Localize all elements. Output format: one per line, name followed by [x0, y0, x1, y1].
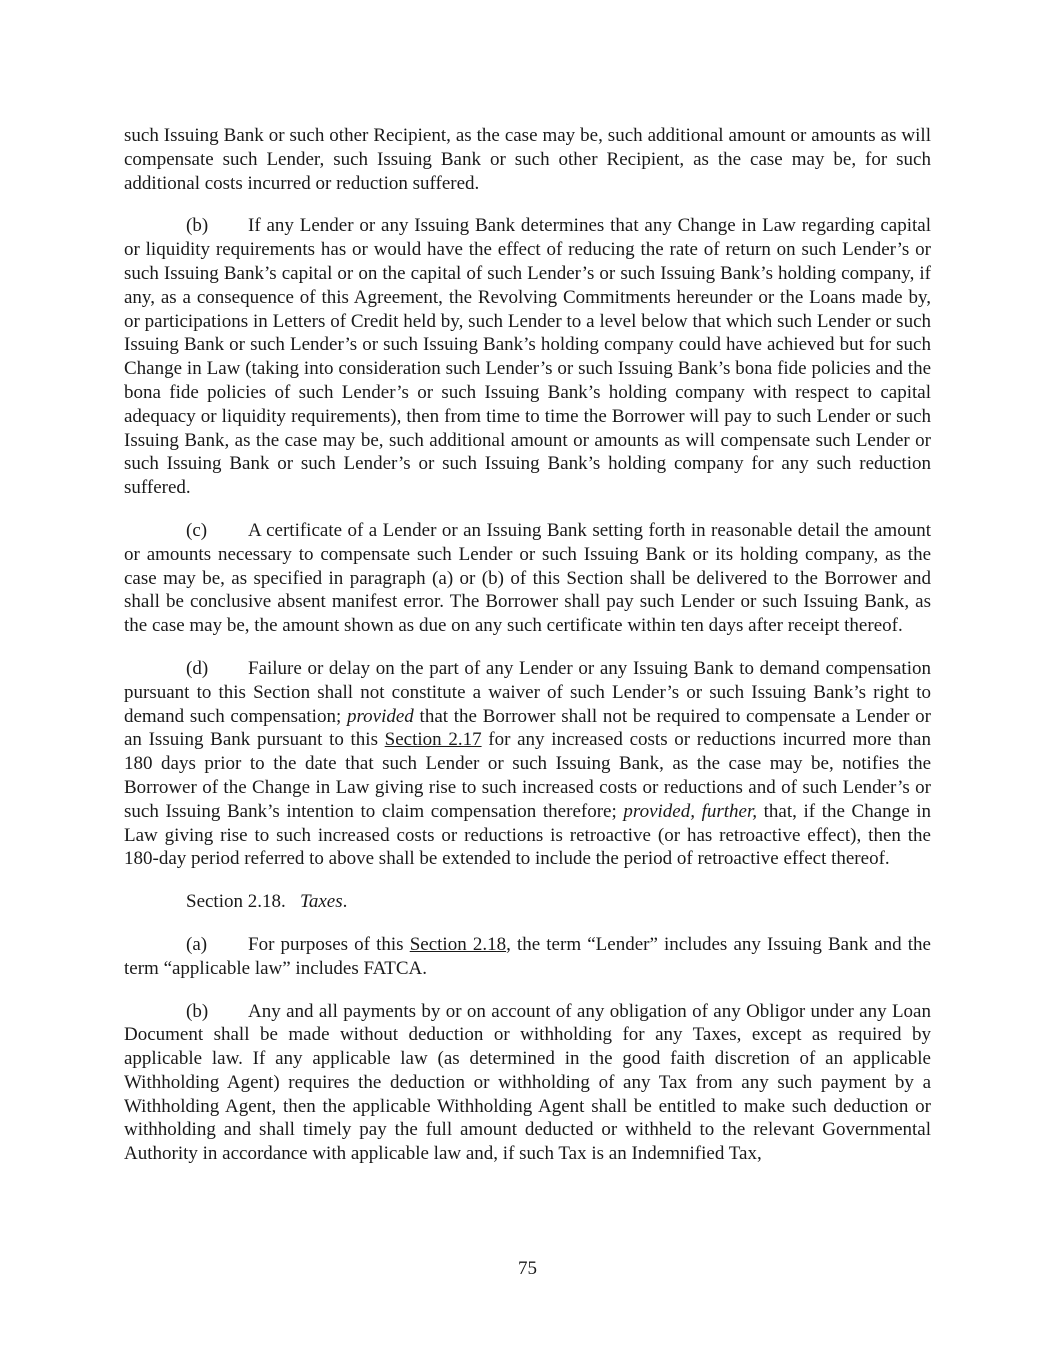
- paragraph-text: Failure or delay on the part of any Lender or any Issuing Bank to demand compensation pursuant to this Section shall not constitute a waiver of such Lender’s or such Issuing Bank’s right to demand such compensation;: [124, 657, 931, 727]
- section-reference: Section 2.18: [409, 933, 507, 955]
- paragraph-number: (b): [186, 215, 209, 237]
- paragraph-text: If any Lender or any Issuing Bank determines that any Change in Law regarding capital or liquidity requirements has or would have the effect of reducing the rate of return on such Lender’s or such Issuing Bank’s capital or on the capital of such Lender’s or such Issuing Bank’s holding company, if any, as a consequence of this Agreement, the Revolving Commitments hereunder or the Loans made by, or participations in Letters of Credit held by, such Lender to a level below that which such Lender or such Issuing Bank or such Lender’s or such Issuing Bank’s holding company could have achieved but for such Change in Law (taking into consideration such Lender’s or such Issuing Bank’s bona fide policies and the bona fide policies of such Lender’s or such Issuing Bank’s holding company with respect to capital adequacy or liquidity requirements), then from time to time the Borrower will pay to such Lender or such Issuing Bank, as the case may be, such additional amount or amounts as will compensate such Lender or such Issuing Bank or such Lender’s or such Issuing Bank’s holding company for any such reduction suffered.: [124, 215, 931, 499]
- paragraph-text: For purposes of this: [248, 933, 410, 955]
- paragraph-d-delay-in-requests: [124, 657, 931, 871]
- section-label: Section 2.18.: [186, 891, 286, 913]
- section-heading: Section 2.18. Taxes.: [186, 891, 348, 913]
- page-number: 75: [518, 1258, 537, 1279]
- paragraph-text: that the Borrower shall not be required to compensate a Lender or an Issuing Bank pursuant to this: [124, 705, 931, 751]
- paragraph-number: (d): [186, 657, 209, 679]
- paragraph-number: (b): [186, 1000, 209, 1022]
- section-reference: Section 2.17: [384, 729, 482, 751]
- document-body: [124, 124, 931, 1185]
- paragraph-number: (c): [186, 519, 208, 541]
- paragraph-text: A certificate of a Lender or an Issuing Bank setting forth in reasonable detail the amount or amounts necessary to compensate such Lender or such Issuing Bank or its holding company, as the case may be, as specified in paragraph (a) or (b) of this Section shall be delivered to the Borrower and shall be conclusive absent manifest error. The Borrower shall pay such Lender or such Issuing Bank, as the case may be, the amount shown as due on any such certificate within ten days after receipt thereof.: [124, 519, 931, 637]
- paragraph-b-withholding: [124, 1000, 931, 1167]
- paragraph-text: such Issuing Bank or such other Recipient, as the case may be, such additional amount or amounts as will compensate such Lender, such Issuing Bank or such other Recipient, as the case may be, for such additional costs incurred or reduction suffered.: [124, 125, 931, 194]
- paragraph-text: , the term “Lender” includes any Issuing Bank and the term “applicable law” includes FATCA.: [124, 933, 931, 979]
- paragraph-text: that, if the Change in Law giving rise to such increased costs or reductions is retroactive (or has retroactive effect), then the 180-day period referred to above shall be extended to include the period of retroactive effect thereof.: [124, 800, 931, 870]
- paragraph-continuation: [124, 124, 931, 195]
- italic-term: provided: [346, 705, 414, 727]
- paragraph-text: for any increased costs or reductions incurred more than 180 days prior to the date that such Lender or such Issuing Bank, as the case may be, notifies the Borrower of the Change in Law giving rise to such increased costs or reductions and of such Lender’s or such Issuing Bank’s intention to claim compensation therefore;: [124, 729, 931, 822]
- italic-term: provided, further,: [623, 800, 758, 822]
- paragraph-text: Any and all payments by or on account of any obligation of any Obligor under any Loan Document shall be made without deduction or withholding for any Taxes, except as required by applicable law. If any applicable law (as determined in the good faith discretion of an applicable Withholding Agent) requires the deduction or withholding of any Tax from any such payment by a Withholding Agent, then the applicable Withholding Agent shall be entitled to make such deduction or withholding and shall timely pay the full amount deducted or withheld to the relevant Governmental Authority in accordance with applicable law and, if such Tax is an Indemnified Tax,: [124, 1000, 931, 1165]
- paragraph-b-capital-requirements: [124, 214, 931, 500]
- paragraph-c-certificate: [124, 519, 931, 638]
- section-title: Taxes: [300, 891, 343, 913]
- paragraph-number: (a): [186, 933, 208, 955]
- paragraph-a-definitions: [124, 933, 931, 981]
